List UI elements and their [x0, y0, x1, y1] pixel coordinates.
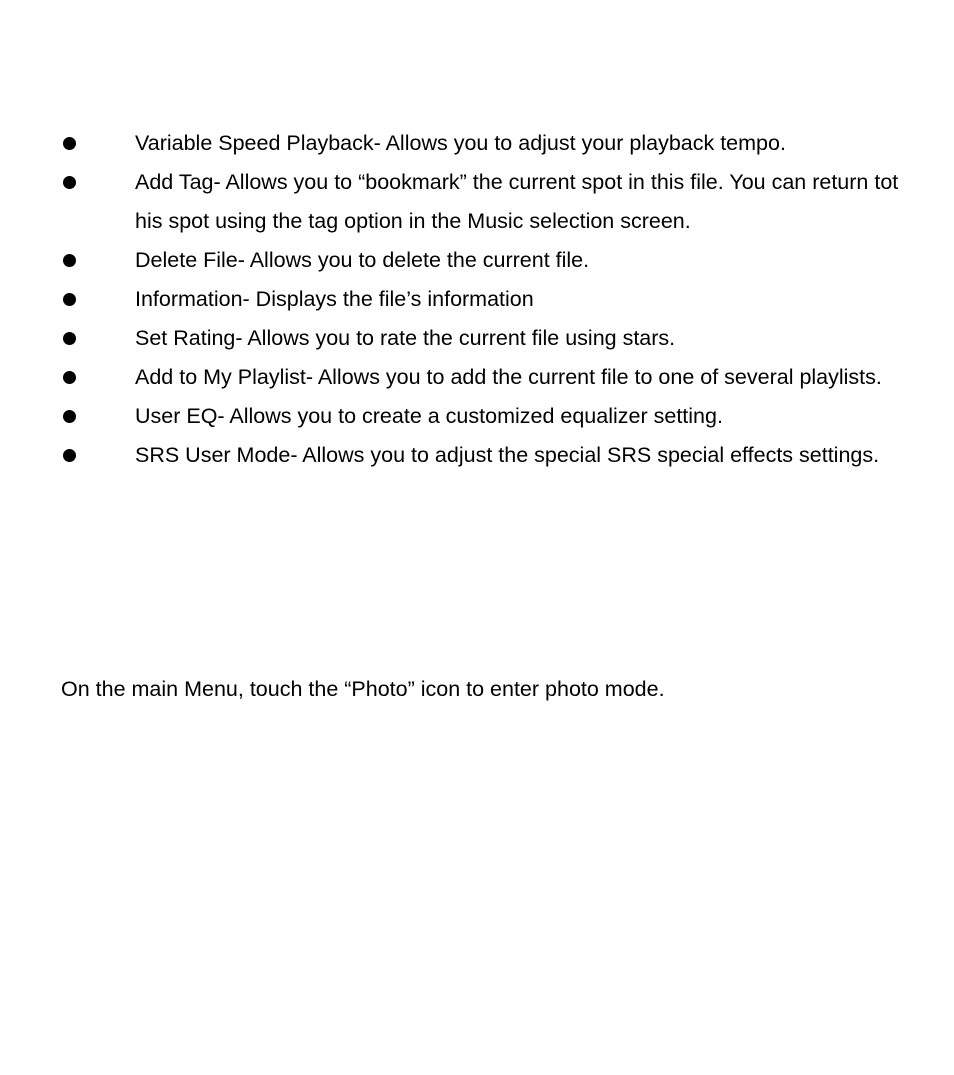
list-item-set-rating [0, 319, 954, 358]
list-item-text: SRS User Mode- Allows you to adjust the special SRS special effects settings. [135, 443, 880, 467]
bullet-icon [63, 332, 76, 345]
bullet-icon [63, 254, 76, 267]
bullet-icon [63, 371, 76, 384]
bullet-icon [63, 410, 76, 423]
option-bullet-list [0, 124, 954, 475]
photo-mode-paragraph: On the main Menu, touch the “Photo” icon to enter photo mode. [61, 677, 665, 701]
list-item-text: Add to My Playlist- Allows you to add the current file to one of several playlists. [135, 365, 882, 389]
list-item-text: User EQ- Allows you to create a customized equalizer setting. [135, 404, 723, 428]
list-item-add-to-my-playlist [0, 358, 954, 397]
list-item-text: Information- Displays the file’s information [135, 287, 534, 311]
list-item-add-tag [0, 163, 954, 241]
bullet-icon [63, 449, 76, 462]
list-item-user-eq [0, 397, 954, 436]
bullet-icon [63, 176, 76, 189]
list-item-srs-user-mode [0, 436, 954, 475]
list-item-text: Variable Speed Playback- Allows you to adjust your playback tempo. [135, 131, 786, 155]
list-item-information [0, 280, 954, 319]
bullet-icon [63, 137, 76, 150]
list-item-text: Add Tag- Allows you to “bookmark” the current spot in this file. You can return tot his spot using the tag option in the Music selection screen. [135, 170, 899, 233]
list-item-delete-file [0, 241, 954, 280]
list-item-text: Set Rating- Allows you to rate the current file using stars. [135, 326, 676, 350]
bullet-icon [63, 293, 76, 306]
list-item-text: Delete File- Allows you to delete the current file. [135, 248, 590, 272]
list-item-variable-speed-playback [0, 124, 954, 163]
